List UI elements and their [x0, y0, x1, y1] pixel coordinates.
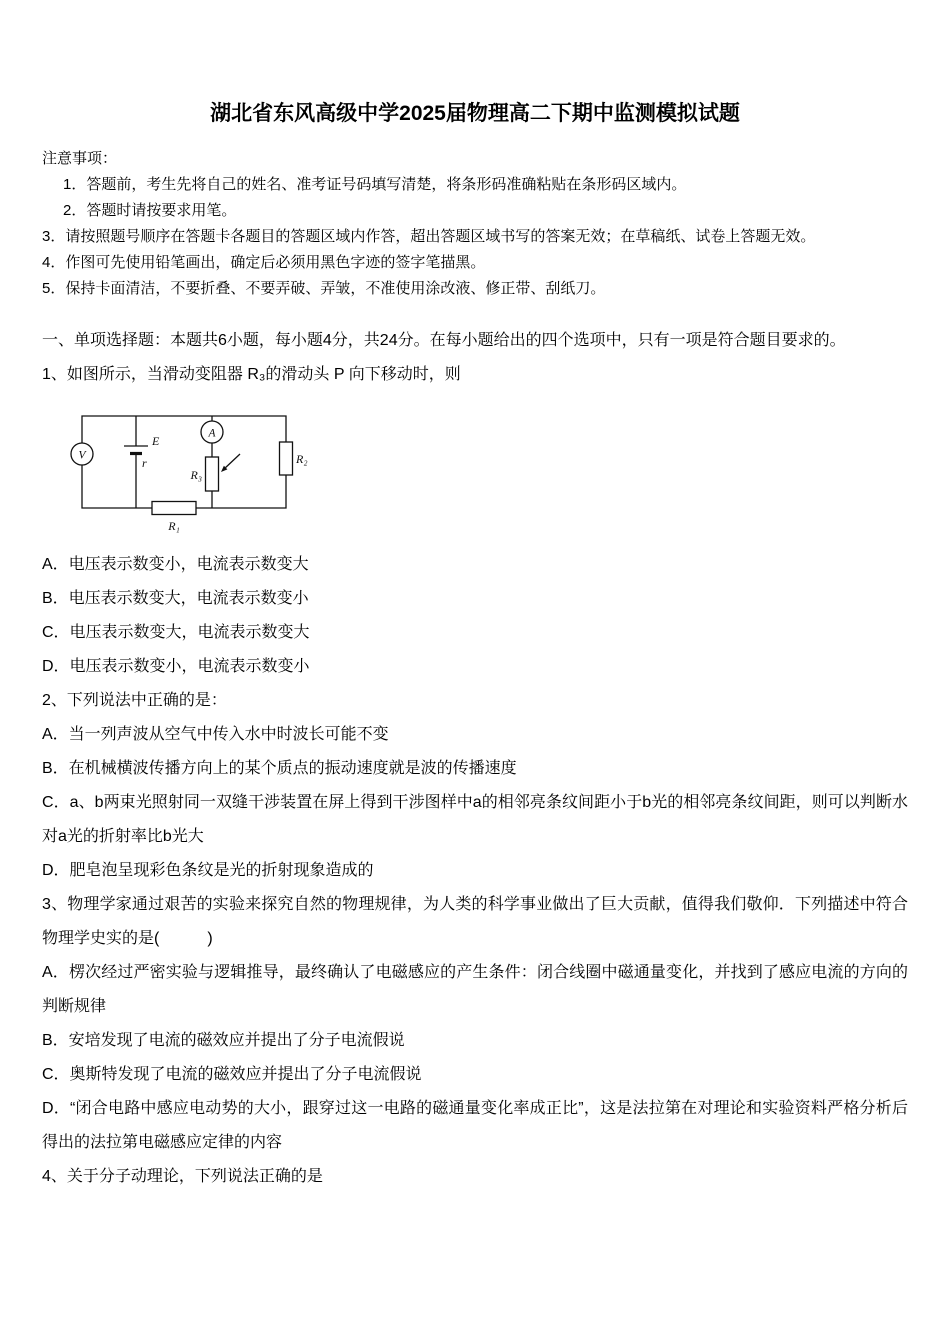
r3-label: R₃ [190, 468, 202, 482]
question-1-option-a: A．电压表示数变小，电流表示数变大 [42, 556, 309, 573]
notice-item: 4．作图可先使用铅笔画出，确定后必须用黑色字迹的签字笔描黑。 [42, 254, 486, 271]
notice-item: 1．答题前，考生先将自己的姓名、准考证号码填写清楚，将条形码准确粘贴在条形码区域内。 [63, 176, 687, 193]
question-1-option-d: D．电压表示数变小，电流表示数变小 [42, 658, 310, 675]
r1-label: R₁ [168, 519, 180, 533]
question-2-option-c: C．a、b两束光照射同一双缝干涉装置在屏上得到干涉图样中a的相邻亮条纹间距小于b光的相邻亮条纹间距，则可以判断水对a光的折射率比b光大 [42, 794, 908, 845]
circuit-wire-loop [82, 416, 286, 508]
notice-section [42, 146, 908, 302]
voltmeter-label: V [78, 449, 86, 462]
question-4-stem: 4、关于分子动理论，下列说法正确的是 [42, 1168, 323, 1185]
notice-heading: 注意事项： [42, 150, 118, 167]
r2-label: R₂ [296, 452, 308, 466]
exam-title: 湖北省东风高级中学2025届物理高二下期中监测模拟试题 [210, 102, 740, 125]
question-2-option-d: D．肥皂泡呈现彩色条纹是光的折射现象造成的 [42, 862, 374, 879]
question-2-option-a: A．当一列声波从空气中传入水中时波长可能不变 [42, 726, 389, 743]
question-1-stem: 1、如图所示，当滑动变阻器 R₃的滑动头 P 向下移动时，则 [42, 366, 461, 383]
notice-item: 5．保持卡面清洁，不要折叠、不要弄破、弄皱，不准使用涂改液、修正带、刮纸刀。 [42, 280, 606, 297]
question-3-option-d: D．“闭合电路中感应电动势的大小，跟穿过这一电路的磁通量变化率成正比”，这是法拉第在对理论和实验资料严格分析后得出的法拉第电磁感应定律的内容 [42, 1100, 908, 1151]
notice-item: 3．请按照题号顺序在答题卡各题目的答题区域内作答，超出答题区域书写的答案无效；在草稿纸、试卷上答题无效。 [42, 228, 816, 245]
slider-arrow-shaft [226, 454, 241, 468]
internal-resistance-label: r [142, 456, 147, 470]
resistor-r3-symbol [206, 457, 219, 491]
ammeter-label: A [208, 427, 216, 440]
question-1-option-c: C．电压表示数变大，电流表示数变大 [42, 624, 310, 641]
questions-area [42, 324, 908, 1194]
resistor-r1-symbol [152, 502, 196, 515]
question-3-option-b: B．安培发现了电流的磁效应并提出了分子电流假说 [42, 1032, 405, 1049]
question-3-option-a: A．楞次经过严密实验与逻辑推导，最终确认了电磁感应的产生条件：闭合线圈中磁通量变化，并找到了感应电流的方向的判断规律 [42, 964, 908, 1015]
circuit-figure [64, 404, 324, 538]
circuit-diagram [64, 404, 324, 538]
emf-label: E [152, 434, 160, 448]
question-1-option-b: B．电压表示数变大，电流表示数变小 [42, 590, 309, 607]
question-3-option-c: C．奥斯特发现了电流的磁效应并提出了分子电流假说 [42, 1066, 422, 1083]
notice-item: 2．答题时请按要求用笔。 [63, 202, 237, 219]
section-one-heading: 一、单项选择题：本题共6小题，每小题4分，共24分。在每小题给出的四个选项中，只有一项是符合题目要求的。 [42, 332, 846, 349]
question-3-stem: 3、物理学家通过艰苦的实验来探究自然的物理规律，为人类的科学事业做出了巨大贡献，值得我们敬仰．下列描述中符合物理学史实的是( ) [42, 896, 908, 947]
question-2-stem: 2、下列说法中正确的是： [42, 692, 227, 709]
resistor-r2-symbol [280, 442, 293, 475]
question-2-option-b: B．在机械横波传播方向上的某个质点的振动速度就是波的传播速度 [42, 760, 517, 777]
